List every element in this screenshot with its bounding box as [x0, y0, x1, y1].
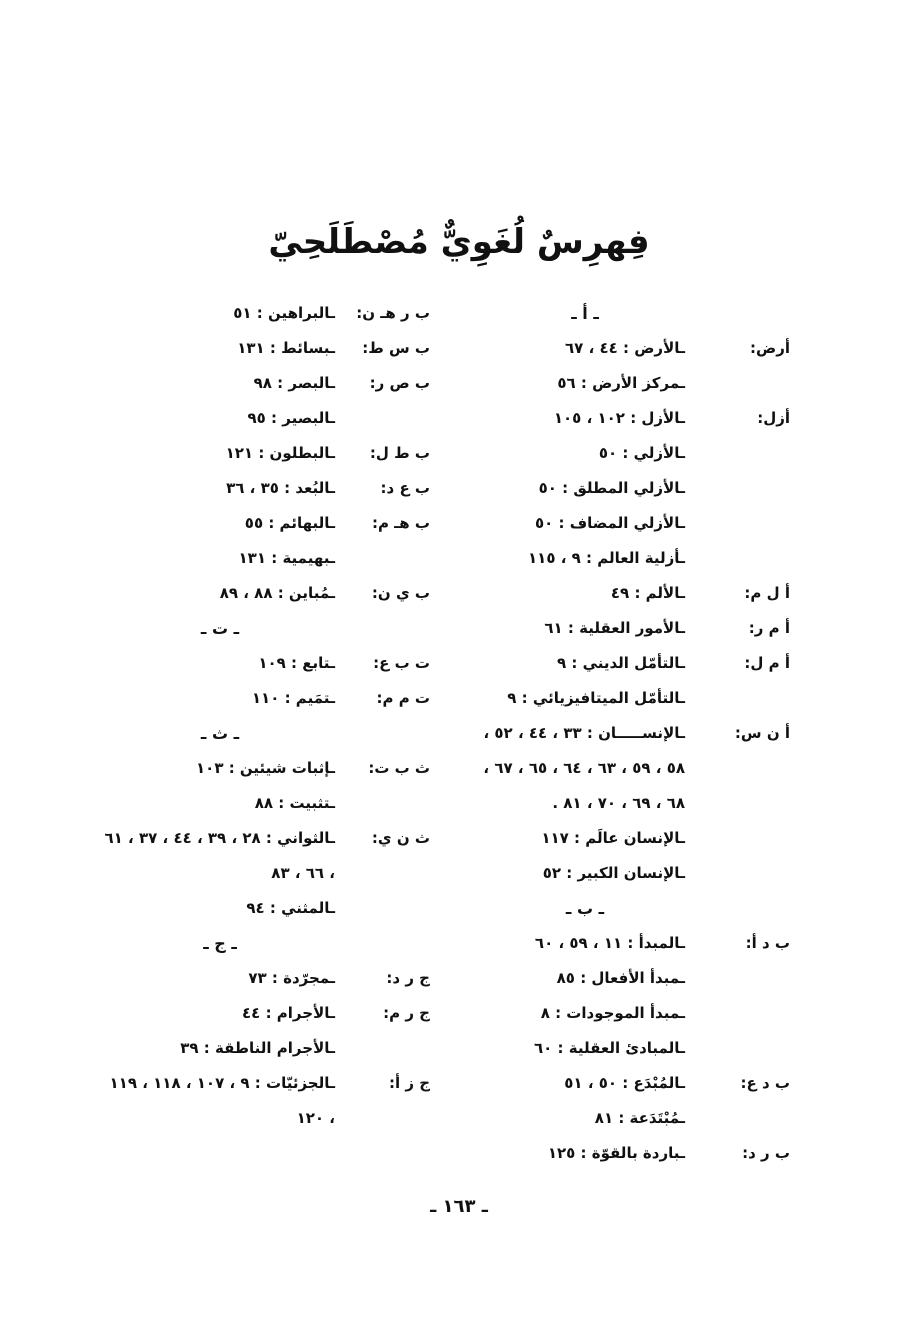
entry-root: ب ر هـ ن: [356, 304, 430, 322]
entry-root: ج ر د: [386, 969, 430, 987]
index-entry [100, 506, 430, 576]
entry-term: ـالأزلي : ٥٠ [598, 444, 685, 462]
entry-term: ـالتأمّل الديني : ٩ [556, 654, 685, 672]
letter-heading: ـ ب ـ [565, 899, 605, 918]
entry-root: ب ر د: [742, 1144, 790, 1162]
entry-root: ت م م: [376, 689, 430, 707]
index-column-right [470, 296, 790, 1171]
index-entry [100, 1066, 430, 1136]
index-entry [470, 926, 790, 1066]
entry-term: ـالأزلي المطلق : ٥٠ [538, 479, 685, 497]
entry-term: ـالأرض : ٤٤ ، ٦٧ [565, 339, 685, 357]
entry-root: أ م ر: [748, 619, 790, 637]
page-title: فِهرِسٌ لُغَوِيٌّ مُصْطَلَحِيّ [268, 222, 650, 262]
index-column-left [100, 296, 430, 1136]
entry-term: ـالجزئيّات : ٩ ، ١٠٧ ، ١١٨ ، ١١٩ ، ١٢٠ [109, 1074, 335, 1127]
entry-term: ـبهيمية : ١٣١ [238, 549, 335, 567]
index-entry [100, 576, 430, 611]
entry-term: ـمجرّدة : ٧٣ [248, 969, 335, 987]
page-number: ـ ١٦٣ ـ [430, 1196, 488, 1217]
index-entry [100, 751, 430, 821]
entry-term: ـمبدأ الأفعال : ٨٥ [556, 969, 685, 987]
entry-term: ـالألم : ٤٩ [610, 584, 685, 602]
entry-root: ب ع د: [380, 479, 430, 497]
entry-term: ـالثواني : ٢٨ ، ٣٩ ، ٤٤ ، ٣٧ ، ٦١ ، ٦٦ ، ٨٣ [104, 829, 335, 882]
entry-root: ت ب ع: [373, 654, 430, 672]
entry-term: ـالبهائم : ٥٥ [244, 514, 335, 532]
entry-term: ـتابع : ١٠٩ [258, 654, 335, 672]
entry-term: ـالإنســـــان : ٣٣ ، ٤٤ ، ٥٢ ، ٥٨ ، ٥٩ ، ٦٣ ، ٦٤ ، ٦٥ ، ٦٧ ، ٦٨ ، ٦٩ ، ٧٠ ، ٨١ . [483, 724, 685, 812]
entry-term: ـالمُبْدَع : ٥٠ ، ٥١ [564, 1074, 685, 1092]
index-entry [100, 996, 430, 1066]
entry-term: ـالتأمّل الميتافيزيائي : ٩ [507, 689, 685, 707]
entry-term: ـالأجرام : ٤٤ [242, 1004, 335, 1022]
entry-term: ـتثبيت : ٨٨ [254, 794, 335, 812]
index-entry [470, 646, 790, 716]
index-entry [470, 1136, 790, 1171]
entry-term: ـالأزل : ١٠٢ ، ١٠٥ [553, 409, 685, 427]
entry-term: ـمركز الأرض : ٥٦ [557, 374, 685, 392]
letter-heading: ـ ث ـ [200, 724, 240, 743]
entry-term: ـالمبادئ العقلية : ٦٠ [533, 1039, 685, 1057]
entry-root: ب ي ن: [371, 584, 430, 602]
index-entry [100, 436, 430, 471]
entry-term: ـالبُعد : ٣٥ ، ٣٦ [226, 479, 335, 497]
entry-term: ـالبصير : ٩٥ [247, 409, 335, 427]
index-entry [100, 821, 430, 926]
entry-root: أزل: [757, 409, 790, 427]
entry-term: ـالأجرام الناطقة : ٣٩ [180, 1039, 335, 1057]
entry-term: ـالبراهين : ٥١ [233, 304, 335, 322]
entry-root: ب س ط: [362, 339, 430, 357]
entry-term: ـالأمور العقلية : ٦١ [544, 619, 685, 637]
index-entry [470, 401, 790, 576]
letter-heading: ـ أ ـ [571, 304, 599, 323]
entry-term: ـبسائط : ١٣١ [237, 339, 335, 357]
entry-term: ـإثبات شيئين : ١٠٣ [196, 759, 335, 777]
entry-term: ـمبدأ الموجودات : ٨ [540, 1004, 685, 1022]
entry-term: ـأزلية العالم : ٩ ، ١١٥ [528, 549, 685, 567]
index-entry [470, 331, 790, 401]
entry-root: ب د أ: [745, 934, 790, 952]
index-entry [470, 611, 790, 646]
entry-root: ب هـ م: [371, 514, 430, 532]
entry-term: ـالإنسان الكبير : ٥٢ [542, 864, 685, 882]
index-entry [100, 681, 430, 716]
entry-root: ب د ع: [740, 1074, 790, 1092]
entry-root: أ ن س: [734, 724, 790, 742]
index-entry [100, 366, 430, 436]
entry-term: ـمُبْتَدَعة : ٨١ [594, 1109, 685, 1127]
entry-term: ـالبطلون : ١٢١ [225, 444, 335, 462]
index-entry [470, 716, 790, 891]
index-entry [100, 296, 430, 331]
entry-term: ـالبصر : ٩٨ [253, 374, 335, 392]
entry-root: ث ب ت: [368, 759, 430, 777]
index-entry [100, 646, 430, 681]
letter-heading: ـ ت ـ [200, 619, 240, 638]
index-entry [100, 331, 430, 366]
entry-term: ـباردة بالقوّة : ١٢٥ [547, 1144, 685, 1162]
entry-root: ج ر م: [383, 1004, 430, 1022]
entry-term: ـمُباين : ٨٨ ، ٨٩ [219, 584, 335, 602]
entry-root: أ ل م: [744, 584, 790, 602]
entry-root: أرض: [750, 339, 790, 357]
entry-root: ب ص ر: [369, 374, 430, 392]
entry-term: ـالإنسان عالَم : ١١٧ [541, 829, 685, 847]
index-entry [100, 471, 430, 506]
index-entry [100, 961, 430, 996]
letter-heading: ـ ج ـ [203, 934, 237, 953]
entry-term: ـتمَيم : ١١٠ [251, 689, 335, 707]
entry-term: ـالمبدأ : ١١ ، ٥٩ ، ٦٠ [534, 934, 685, 952]
index-entry [470, 1066, 790, 1136]
entry-root: ب ط ل: [369, 444, 430, 462]
entry-root: ج ز أ: [388, 1074, 430, 1092]
index-entry [470, 576, 790, 611]
entry-term: ـالمثني : ٩٤ [246, 899, 335, 917]
entry-term: ـالأزلي المضاف : ٥٠ [534, 514, 685, 532]
entry-root: ث ن ي: [371, 829, 430, 847]
entry-root: أ م ل: [744, 654, 790, 672]
